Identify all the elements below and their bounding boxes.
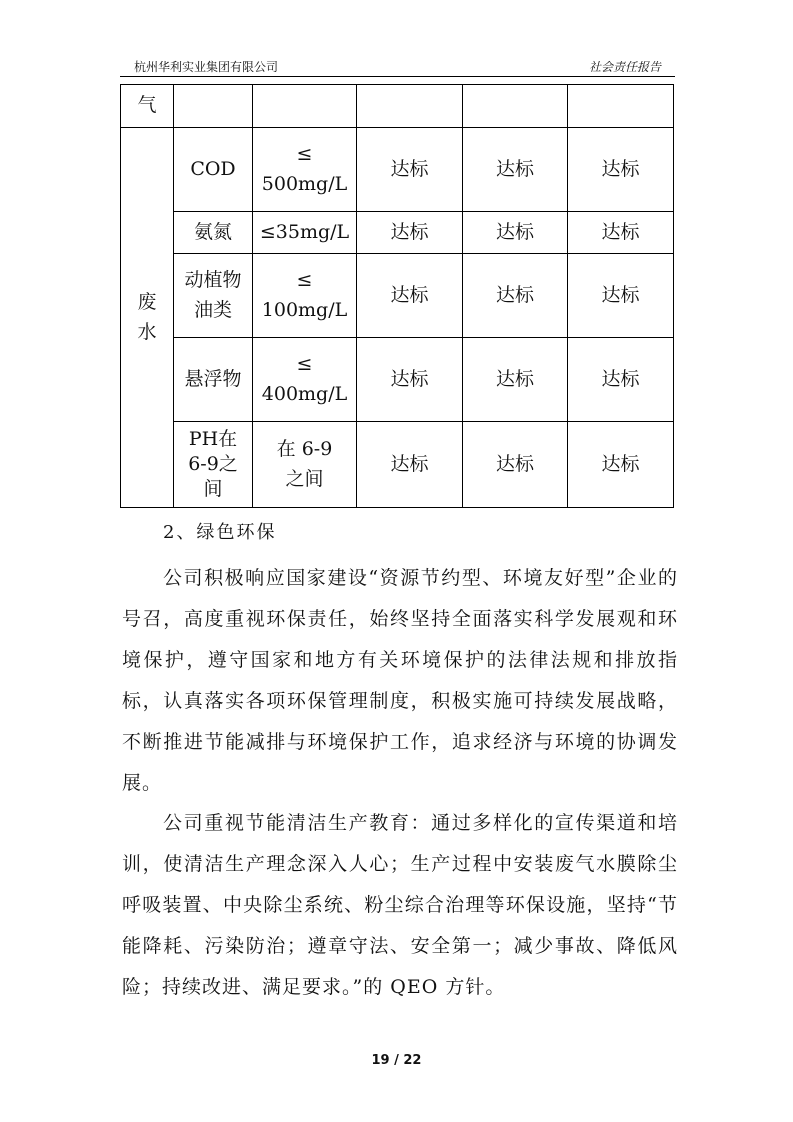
pollutant-name: 氨氮 xyxy=(174,212,253,254)
category-cell-gas: 气 xyxy=(121,85,174,128)
pollutant-name: 动植物 油类 xyxy=(174,254,253,338)
emission-standards-table xyxy=(120,84,674,508)
result-cell: 达标 xyxy=(568,128,674,212)
result-cell: 达标 xyxy=(463,422,568,508)
category-cell-wastewater: 废 水 xyxy=(121,128,174,508)
result-cell: 达标 xyxy=(357,212,463,254)
report-title: 社会责任报告 xyxy=(588,60,661,74)
result-cell: 达标 xyxy=(463,212,568,254)
body-paragraph: 公司积极响应国家建设“资源节约型、环境友好型”企业的号召，高度重视环保责任，始终坚持全面落实科学发展观和环境保护，遵守国家和地方有关环境保护的法律法规和排放指标，认真落实各项环保管理制度，积极实施可持续发展战略，不断推进节能减排与环境保护工作，追求经济与环境的协调发展。 xyxy=(122,567,678,794)
result-cell: 达标 xyxy=(463,128,568,212)
limit-value: ≤35mg/L xyxy=(253,212,357,254)
table-row xyxy=(121,85,674,128)
table-row xyxy=(121,254,674,338)
pollutant-name: COD xyxy=(174,128,253,212)
result-cell: 达标 xyxy=(568,254,674,338)
result-cell: 达标 xyxy=(357,254,463,338)
result-cell: 达标 xyxy=(357,338,463,422)
result-cell: 达标 xyxy=(568,422,674,508)
body-paragraph: 公司重视节能清洁生产教育：通过多样化的宣传渠道和培训，使清洁生产理念深入人心；生产过程中安装废气水膜除尘呼吸装置、中央除尘系统、粉尘综合治理等环保设施，坚持“节能降耗、污染防治；遵章守法、安全第一；减少事故、降低风险；持续改进、满足要求。”的 QEO 方针。 xyxy=(122,812,678,998)
company-name: 杭州华利实业集团有限公司 xyxy=(134,60,279,74)
result-cell: 达标 xyxy=(463,338,568,422)
limit-value: ≤ 500mg/L xyxy=(253,128,357,212)
page-header xyxy=(120,56,675,77)
pollutant-name: 悬浮物 xyxy=(174,338,253,422)
pollutant-name: PH在 6-9之 间 xyxy=(174,422,253,508)
limit-value: 在 6-9 之间 xyxy=(253,422,357,508)
limit-value: ≤ 400mg/L xyxy=(253,338,357,422)
result-cell: 达标 xyxy=(568,212,674,254)
table-row xyxy=(121,338,674,422)
page-number: 19 / 22 xyxy=(371,1053,422,1068)
table-row xyxy=(121,212,674,254)
result-cell: 达标 xyxy=(568,338,674,422)
result-cell: 达标 xyxy=(357,422,463,508)
section-title: 2、绿色环保 xyxy=(163,522,277,543)
table-row xyxy=(121,422,674,508)
result-cell: 达标 xyxy=(357,128,463,212)
limit-value: ≤ 100mg/L xyxy=(253,254,357,338)
table-row xyxy=(121,128,674,212)
result-cell: 达标 xyxy=(463,254,568,338)
